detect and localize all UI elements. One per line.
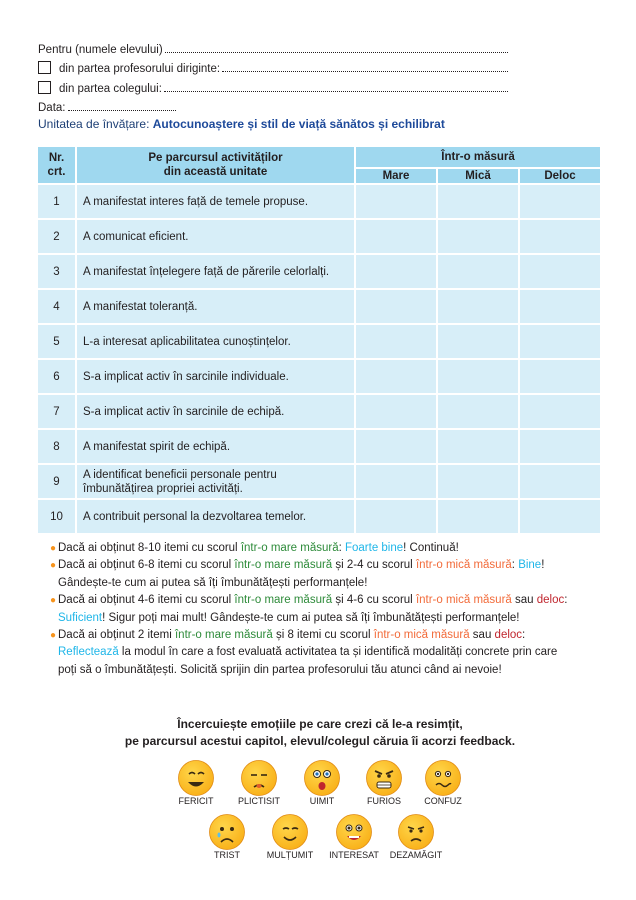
table-row <box>38 430 600 463</box>
cell-mare[interactable] <box>356 430 436 463</box>
row-criterion: L-a interesat aplicabilitatea cunoștințelor. <box>77 325 354 358</box>
cell-deloc[interactable] <box>520 360 600 393</box>
row-number: 4 <box>38 290 75 323</box>
cell-mica[interactable] <box>438 220 518 253</box>
teacher-field[interactable] <box>222 62 508 72</box>
row-criterion: S-a implicat activ în sarcinile individuale. <box>77 360 354 393</box>
cell-mica[interactable] <box>438 325 518 358</box>
column-header-activity: Pe parcursul activităților din această unitate <box>77 147 354 183</box>
cell-mare[interactable] <box>356 325 436 358</box>
bullet-icon: ● <box>50 560 57 572</box>
cell-mica[interactable] <box>438 255 518 288</box>
row-criterion: A identificat beneficii personale pentru îmbunătățirea propriei activități. <box>77 465 354 498</box>
row-criterion: S-a implicat activ în sarcinile de echipă. <box>77 395 354 428</box>
happy-face-icon[interactable] <box>177 759 215 797</box>
table-row <box>38 465 600 498</box>
row-number: 10 <box>38 500 75 533</box>
row-criterion: A manifestat interes față de temele propuse. <box>77 185 354 218</box>
cell-mare[interactable] <box>356 185 436 218</box>
cell-mica[interactable] <box>438 465 518 498</box>
note-2: ● Dacă ai obținut 6-8 itemi cu scorul într-o mare măsură și 2-4 cu scorul într-o mică măsură: Bine! Gândește-te cum ai putea să îți îmbunătățești performanțele! <box>50 559 545 589</box>
content-face-icon[interactable] <box>271 813 309 851</box>
cell-deloc[interactable] <box>520 220 600 253</box>
row-criterion: A comunicat eficient. <box>77 220 354 253</box>
cell-mica[interactable] <box>438 360 518 393</box>
colleague-label: din partea colegului: <box>59 82 162 95</box>
date-label: Data: <box>38 102 66 114</box>
row-criterion: A manifestat înțelegere față de părerile celorlalți. <box>77 255 354 288</box>
colleague-checkbox[interactable] <box>38 81 51 94</box>
cell-mica[interactable] <box>438 430 518 463</box>
row-number: 9 <box>38 465 75 498</box>
bored-face-icon[interactable] <box>240 759 278 797</box>
cell-deloc[interactable] <box>520 465 600 498</box>
row-criterion: A manifestat spirit de echipă. <box>77 430 354 463</box>
learning-unit-title: Autocunoaștere și stil de viață sănătos și echilibrat <box>152 117 445 131</box>
cell-deloc[interactable] <box>520 395 600 428</box>
emotion-label: MULȚUMIT <box>266 850 314 860</box>
disappointed-face-icon[interactable] <box>397 813 435 851</box>
cell-mare[interactable] <box>356 395 436 428</box>
emotion-label: FURIOS <box>366 796 401 806</box>
note-4: ● Dacă ai obținut 2 itemi într-o mare măsură și 8 itemi cu scorul într-o mică măsură sau deloc: Reflectează la modul în care a fost evaluată activitatea ta și identifică modalități concrete prin care poți să o îmbunătățești. Solicită sprijin din partea profesorului tău atunci când ai nevoie! <box>50 629 558 676</box>
row-criterion: A manifestat toleranță. <box>77 290 354 323</box>
interested-face-icon[interactable] <box>335 813 373 851</box>
bullet-icon: ● <box>50 543 57 554</box>
cell-mica[interactable] <box>438 185 518 218</box>
column-header-group: Într-o măsură <box>356 147 600 167</box>
sad-face-icon[interactable] <box>208 813 246 851</box>
row-number: 8 <box>38 430 75 463</box>
column-header-deloc: Deloc <box>520 169 600 183</box>
column-header-mica: Mică <box>438 169 518 183</box>
cell-mare[interactable] <box>356 500 436 533</box>
cell-mare[interactable] <box>356 290 436 323</box>
cell-deloc[interactable] <box>520 185 600 218</box>
date-line[interactable] <box>38 95 508 115</box>
feedback-form-header <box>38 36 508 114</box>
emotion-label: INTERESAT <box>329 850 379 860</box>
note-3: ● Dacă ai obținut 4-6 itemi cu scorul într-o mare măsură și 4-6 cu scorul într-o mică măsură sau deloc: Suficient! Sigur poți mai mult! Gândește-te cum ai putea să îți îmbunătățești performanțele! <box>50 594 568 624</box>
teacher-checkbox[interactable] <box>38 61 51 74</box>
row-number: 5 <box>38 325 75 358</box>
cell-deloc[interactable] <box>520 325 600 358</box>
table-row <box>38 500 600 533</box>
row-criterion: A contribuit personal la dezvoltarea temelor. <box>77 500 354 533</box>
emotion-label: CONFUZ <box>424 796 462 806</box>
emotion-label: PLICTISIT <box>237 796 280 806</box>
row-number: 6 <box>38 360 75 393</box>
table-row <box>38 185 600 218</box>
teacher-line[interactable] <box>38 56 508 76</box>
bullet-icon: ● <box>50 630 57 642</box>
cell-mica[interactable] <box>438 290 518 323</box>
row-number: 3 <box>38 255 75 288</box>
table-row <box>38 290 600 323</box>
table-row <box>38 325 600 358</box>
score-notes <box>50 540 570 679</box>
column-header-nr: Nr. crt. <box>38 147 75 183</box>
table-row <box>38 360 600 393</box>
cell-mica[interactable] <box>438 500 518 533</box>
row-number: 1 <box>38 185 75 218</box>
date-field[interactable] <box>68 101 176 111</box>
evaluation-table <box>36 145 602 535</box>
table-row <box>38 395 600 428</box>
student-name-field[interactable] <box>165 43 508 53</box>
cell-deloc[interactable] <box>520 500 600 533</box>
table-row <box>38 255 600 288</box>
cell-deloc[interactable] <box>520 430 600 463</box>
emotions-instruction-line2: pe parcursul acestui capitol, elevul/colegul căruia îi acorzi feedback. <box>124 734 516 748</box>
column-header-mare: Mare <box>356 169 436 183</box>
emotion-label: DEZAMĂGIT <box>389 850 443 860</box>
row-number: 2 <box>38 220 75 253</box>
angry-face-icon[interactable] <box>365 759 403 797</box>
learning-unit-prefix: Unitatea de învățare: <box>38 117 150 131</box>
cell-mare[interactable] <box>356 220 436 253</box>
teacher-label: din partea profesorului diriginte: <box>59 63 221 75</box>
emotion-label: FERICIT <box>178 796 214 806</box>
cell-deloc[interactable] <box>520 290 600 323</box>
colleague-line[interactable] <box>38 75 508 95</box>
emotions-instruction <box>100 716 540 750</box>
emotion-label: TRIST <box>214 850 240 860</box>
student-name-line[interactable] <box>38 36 508 56</box>
emotions-instruction-line1: Încercuiește emoțiile pe care crezi că le-a resimțit, <box>177 717 463 731</box>
student-name-label: Pentru (numele elevului) <box>38 43 163 56</box>
table-row <box>38 220 600 253</box>
note-1: ● Dacă ai obținut 8-10 itemi cu scorul într-o mare măsură: Foarte bine! Continuă! <box>50 540 570 557</box>
amazed-face-icon[interactable] <box>303 759 341 797</box>
emotion-label: UIMIT <box>309 796 335 806</box>
cell-mare[interactable] <box>356 465 436 498</box>
colleague-field[interactable] <box>164 82 508 92</box>
cell-deloc[interactable] <box>520 255 600 288</box>
cell-mica[interactable] <box>438 395 518 428</box>
cell-mare[interactable] <box>356 360 436 393</box>
cell-mare[interactable] <box>356 255 436 288</box>
bullet-icon: ● <box>50 595 57 607</box>
learning-unit <box>38 117 445 131</box>
row-number: 7 <box>38 395 75 428</box>
confused-face-icon[interactable] <box>424 759 462 797</box>
